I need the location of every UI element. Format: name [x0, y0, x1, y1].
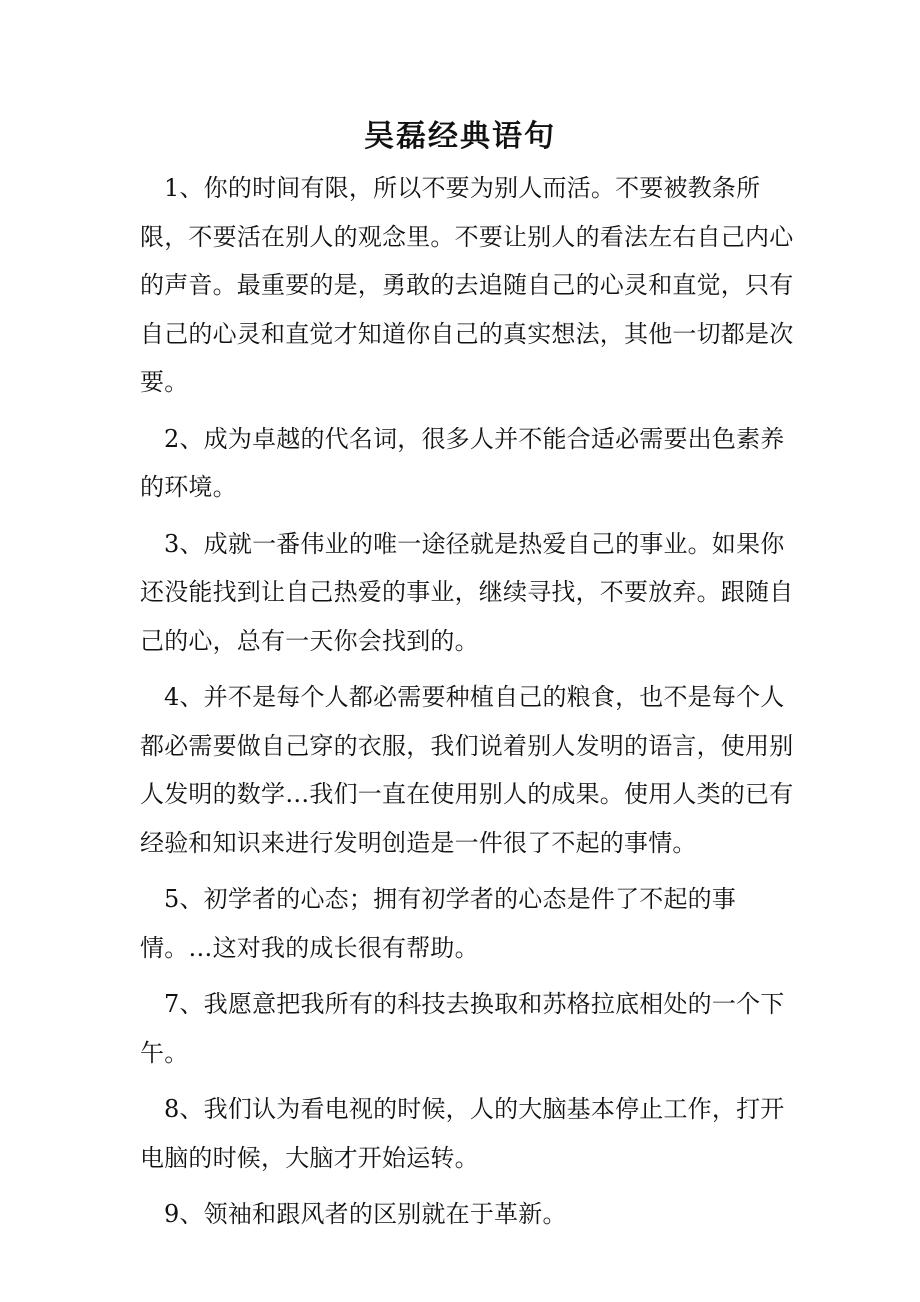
paragraph-5: 5、初学者的心态；拥有初学者的心态是件了不起的事情。…这对我的成长很有帮助。 [140, 885, 737, 962]
paragraph-7: 7、我愿意把我所有的科技去换取和苏格拉底相处的一个下午。 [140, 990, 785, 1067]
paragraph-3: 3、成就一番伟业的唯一途径就是热爱自己的事业。如果你还没能找到让自己热爱的事业，继续寻找，不要放弃。跟随自己的心，总有一天你会找到的。 [140, 529, 794, 655]
paragraph-1: 1、你的时间有限，所以不要为别人而活。不要被教条所限，不要活在别人的观念里。不要让别人的看法左右自己内心的声音。最重要的是，勇敢的去追随自己的心灵和直觉，只有自己的心灵和直觉才知道你自己的真实想法，其他一切都是次要。 [140, 174, 794, 396]
paragraph-9: 9、领袖和跟风者的区别就在于革新。 [164, 1200, 567, 1228]
paragraph-2: 2、成为卓越的代名词，很多人并不能合适必需要出色素养的环境。 [140, 424, 785, 501]
document-title: 吴磊经典语句 [364, 119, 556, 154]
paragraph-4: 4、并不是每个人都必需要种植自己的粮食，也不是每个人都必需要做自己穿的衣服，我们说着别人发明的语言，使用别人发明的数学…我们一直在使用别人的成果。使用人类的已有经验和知识来进行发明创造是一件很了不起的事情。 [140, 683, 794, 857]
document-body [140, 164, 800, 1247]
paragraph-8: 8、我们认为看电视的时候，人的大脑基本停止工作，打开电脑的时候，大脑才开始运转。 [140, 1095, 785, 1172]
